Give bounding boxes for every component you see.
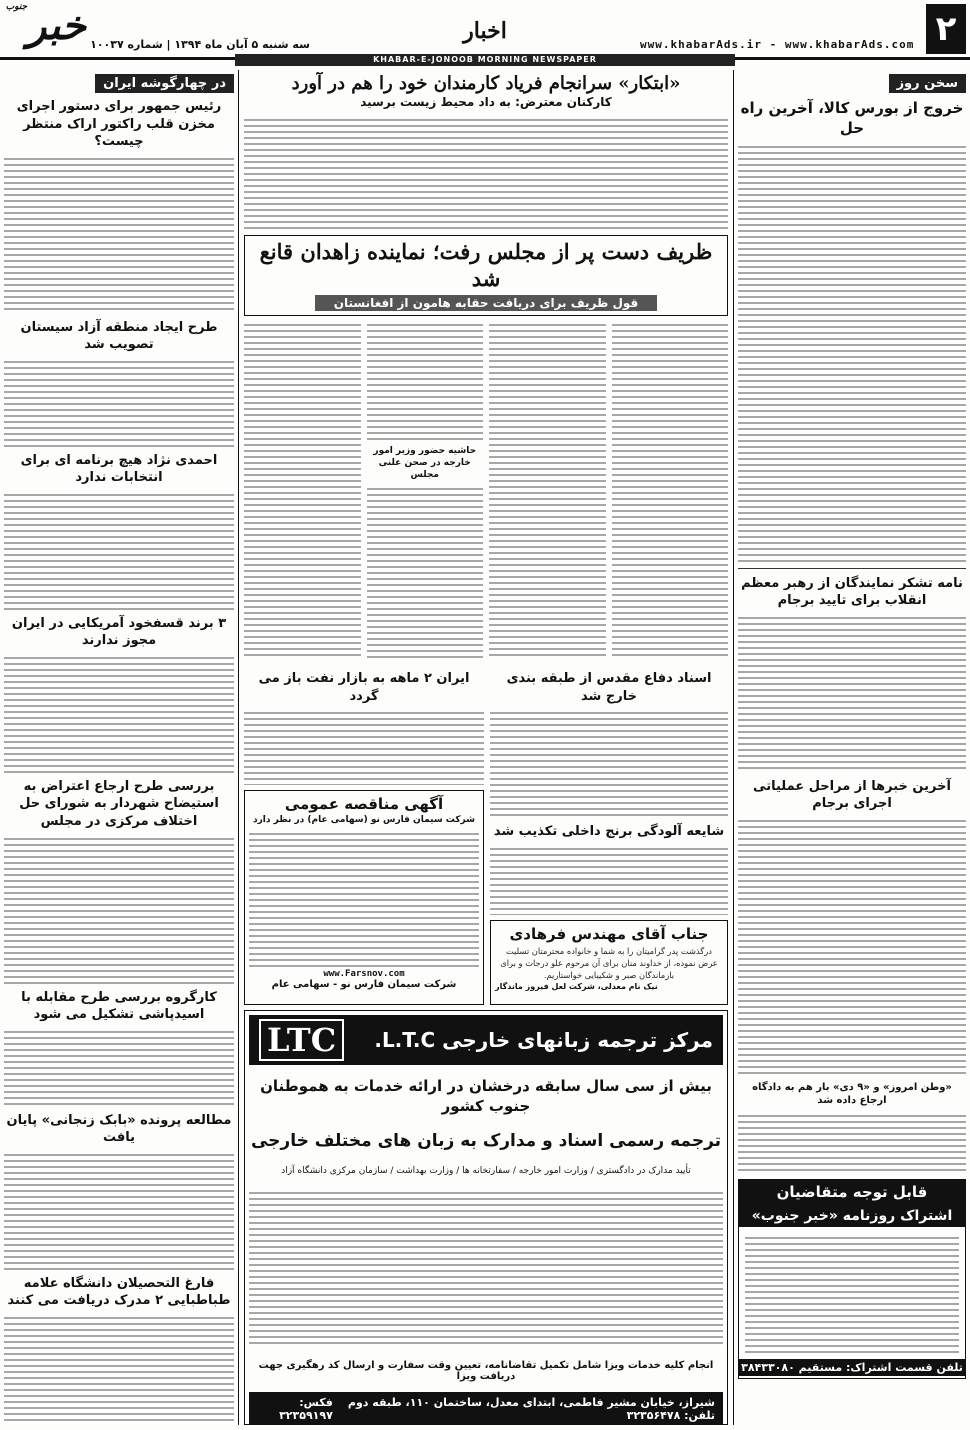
ltc-footer (249, 1392, 723, 1425)
ad-title: قابل توجه متقاضیان (739, 1180, 965, 1206)
lead-story (244, 235, 728, 660)
lead-headline-box (244, 235, 728, 316)
article-body (490, 708, 728, 818)
ltc-fax: فکس: ۳۲۳۵۹۱۹۷ (279, 1396, 333, 1423)
website-url[interactable]: www.khabarAds.ir - www.khabarAds.com (640, 38, 915, 51)
article-title: بررسی طرح ارجاع اعتراض به استیضاح شهردار به شورای حل اختلاف مرکزی در مجلس (19, 778, 219, 830)
subscription-ad (738, 1179, 966, 1379)
article-body (489, 320, 606, 660)
article-title: خروج از بورس کالا، آخرین راه حل (740, 99, 964, 138)
article-title: اسناد دفاع مقدس از طبقه بندی خارج شد (506, 671, 712, 704)
article-body (738, 816, 966, 1076)
article-body (490, 844, 728, 915)
masthead-subtitle: KHABAR-E-JONOOB MORNING NEWSPAPER (235, 54, 735, 66)
article-body (244, 115, 728, 230)
article-title: طرح ایجاد منطقه آزاد سیستان تصویب شد (20, 319, 218, 353)
article-body (738, 613, 966, 773)
article-title: نامه تشکر نمایندگان از رهبر معظم انقلاب برای تایید برجام (741, 575, 963, 609)
article-body (4, 357, 234, 447)
ad-sign: نیک نام معدلی، شرکت لعل فیروز ماندگار (495, 981, 658, 991)
ltc-logo: LTC (259, 1019, 344, 1061)
issue-dateline: سه شنبه ۵ آبان ماه ۱۳۹۴ | شماره ۱۰۰۳۷ (90, 38, 310, 51)
ltc-ad (244, 1010, 728, 1425)
ltc-address: شیراز، خیابان مشیر فاطمی، ابتدای معدل، ساختمان ۱۱۰، طبقه دوم تلفن: ۳۲۳۵۶۴۷۸ (347, 1396, 715, 1423)
ad-body (745, 1233, 959, 1353)
article-title: ۳ برند قسفخود آمریکایی در ایران مجوز ندارند (11, 615, 227, 649)
column-label-sokhan-rooz: سخن روز (889, 74, 966, 93)
tender-ad (244, 790, 484, 1005)
ltc-header (249, 1015, 723, 1065)
section-title: اخبار (463, 18, 507, 44)
ad-title: جناب آقای مهندس فرهادی (509, 925, 709, 943)
masthead (0, 0, 970, 60)
article-body (367, 320, 484, 440)
newspaper-logo (6, 2, 86, 54)
article-body (738, 142, 966, 562)
sidebar-title: حاشیه حضور وزیر امور خارجه در صحن علنی مجلس (373, 445, 477, 480)
ad-title: آگهی مناقصه عمومی (284, 795, 444, 813)
article-body (4, 653, 234, 773)
ad-line: ترجمه رسمی اسناد و مدارک به زبان های مختلف خارجی (250, 1131, 722, 1151)
article-body (4, 154, 234, 314)
article-title: مطالعه پرونده «بابک زنجانی» پایان یافت (6, 1112, 232, 1146)
article-title: شایعه آلودگی برنج داخلی تکذیب شد (493, 824, 725, 840)
article-title: آخرین خبرها از مراحل عملیاتی اجرای برجام (753, 778, 951, 812)
article-body (4, 834, 234, 984)
article-body (244, 708, 484, 785)
kicker: قول ظریف برای دریافت حقابه هامون از افغانستان (315, 295, 657, 311)
ad-line: بیش از سی سال سابقه درخشان در ارائه خدمات به هموطنان جنوب کشور (260, 1077, 712, 1115)
article-body (4, 1027, 234, 1107)
ad-title: مرکز ترجمه زبانهای خارجی L.T.C. (374, 1028, 713, 1052)
right-column (738, 72, 966, 1427)
column-label: در چهارگوشه ایران (95, 74, 234, 93)
article-title: ایران ۲ ماهه به بازار نفت باز می گردد (258, 671, 470, 704)
ad-line: تأیید مدارک در دادگستری / وزارت امور خارجه / سفارتخانه ها / وزارت بهداشت / سازمان مرکزی دانشگاه آزاد (281, 1166, 691, 1177)
ad-footer: شرکت سیمان فارس نو - سهامی عام (271, 978, 457, 990)
ad-line: انجام کلیه خدمات ویزا شامل تکمیل تقاضانامه، تعیین وقت سفارت و ارسال کد رهگیری جهت دریافت ویزا (258, 1360, 714, 1383)
article-title: «وطن امروز» و «۹ دی» بار هم به دادگاه ارجاع داده شد (752, 1081, 952, 1107)
article-title: احمدی نژاد هیچ برنامه ای برای انتخابات ندارد (20, 452, 218, 486)
ad-title: اشتراک روزنامه «خبر جنوب» (739, 1205, 965, 1227)
ad-subtitle: شرکت سیمان فارس نو (سهامی عام) در نظر دارد (252, 814, 476, 825)
mid-left-article (244, 665, 484, 785)
headline: «ابتکار» سرانجام فریاد کارمندان خود را هم در آورد (291, 73, 681, 94)
article-body (4, 1313, 234, 1423)
article-body (367, 484, 484, 660)
article-title: فارغ التحصیلان دانشگاه علامه طباطبایی ۲ مدرک دریافت می کنند (7, 1275, 231, 1309)
article-body (4, 1150, 234, 1270)
headline: ظریف دست پر از مجلس رفت؛ نماینده زاهدان قانع شد (259, 239, 713, 292)
tender-website[interactable]: www.Farsnov.com (323, 968, 405, 979)
mid-right-articles (490, 665, 728, 915)
ad-body (249, 829, 479, 969)
article-body (738, 1111, 966, 1171)
subheadline: کارکنان معترض: به داد محیط زیست برسید (360, 95, 612, 110)
condolence-ad (490, 920, 728, 1005)
logo-text: خبر (27, 2, 86, 49)
left-column (4, 72, 234, 1427)
column-rule-right (733, 70, 734, 1425)
logo-sub: جنوب (5, 2, 28, 12)
article-title: کارگروه بررسی طرح مقابله با اسیدپاشی تشکیل می شود (21, 989, 217, 1023)
subscription-phone: تلفن قسمت اشتراک: مستقیم ۳۸۴۳۳۰۸۰ (739, 1359, 965, 1376)
page-number: ۲ (926, 4, 966, 54)
article-body (612, 320, 729, 660)
article-body (4, 490, 234, 610)
article-body (244, 320, 361, 660)
article-title: رئیس جمهور برای دستور اجرای مخزن قلب راکتور اراک منتظر چیست؟ (16, 99, 222, 150)
top-center-article (244, 72, 728, 232)
column-rule-left (238, 70, 239, 1425)
ad-decoration (249, 1188, 723, 1348)
ad-text: درگذشت پدر گرامیتان را به شما و خانواده محترمتان تسلیت عرض نموده، از خداوند منان برای آن مرحوم علو درجات و برای بازماندگان صبر و شکیبایی خواستاریم. (500, 945, 718, 981)
